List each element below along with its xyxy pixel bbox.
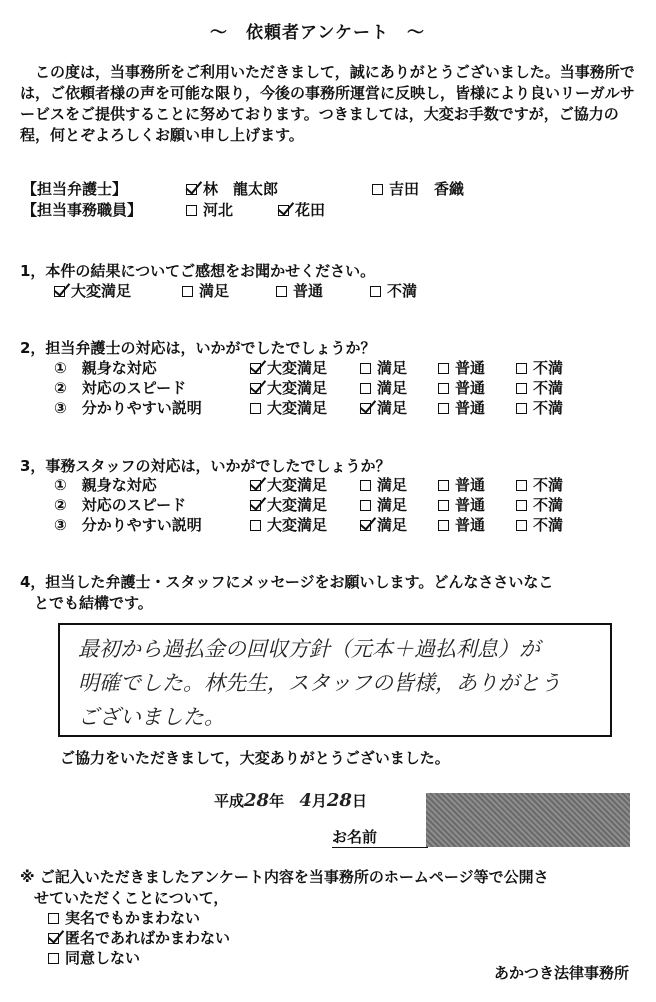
q3-item3-option-3[interactable] bbox=[438, 514, 485, 535]
publish-line2: せていただくことについて， bbox=[34, 889, 229, 907]
checkbox-icon[interactable] bbox=[182, 286, 193, 297]
q2-item2-option-2[interactable] bbox=[360, 377, 407, 398]
q3-item1-option-1[interactable] bbox=[250, 474, 327, 495]
checkbox-icon[interactable] bbox=[438, 363, 449, 374]
checked-checkbox-icon[interactable] bbox=[48, 933, 59, 944]
q3-item1-option-2[interactable] bbox=[360, 474, 407, 495]
option-label: 同意しない bbox=[65, 949, 141, 967]
q1-option-4[interactable] bbox=[370, 280, 417, 301]
option-label: 実名でもかまわない bbox=[65, 909, 201, 927]
option-label: 不満 bbox=[387, 282, 418, 300]
date-era: 平成 bbox=[214, 792, 245, 810]
checkbox-icon[interactable] bbox=[516, 363, 527, 374]
checkbox-icon[interactable] bbox=[438, 383, 449, 394]
q3-item3-option-4[interactable] bbox=[516, 514, 563, 535]
firm-name: あかつき法律事務所 bbox=[494, 964, 630, 982]
checkbox-icon[interactable] bbox=[516, 500, 527, 511]
date-day[interactable]: 28 bbox=[326, 790, 352, 811]
date-year-unit: 年 bbox=[269, 792, 285, 810]
q2-item3-option-2[interactable] bbox=[360, 397, 407, 418]
q3-item-label: ② 対応のスピード bbox=[54, 496, 187, 514]
date-month[interactable]: 4 bbox=[299, 790, 312, 811]
q2-item1-option-4[interactable] bbox=[516, 357, 563, 378]
message-line: 明確でした。林先生，スタッフの皆様，ありがとう bbox=[78, 671, 561, 695]
checkbox-icon[interactable] bbox=[438, 480, 449, 491]
checkbox-icon[interactable] bbox=[250, 520, 261, 531]
q3-item1-option-4[interactable] bbox=[516, 474, 563, 495]
q4-question-line1: 4，担当した弁護士・スタッフにメッセージをお願いします。どんなささいなこ bbox=[20, 573, 554, 591]
publish-line1: ※ ご記入いただきましたアンケート内容を当事務所のホームページ等で公開さ bbox=[20, 868, 549, 886]
publish-option-1[interactable] bbox=[48, 907, 200, 928]
q3-item3-option-2[interactable] bbox=[360, 514, 407, 535]
checked-checkbox-icon[interactable] bbox=[360, 403, 371, 414]
checked-checkbox-icon[interactable] bbox=[186, 184, 197, 195]
option-label: 普通 bbox=[455, 476, 486, 494]
option-label: 満足 bbox=[199, 282, 230, 300]
q2-question: 2，担当弁護士の対応は，いかがでしたでしょうか？ bbox=[20, 339, 376, 357]
page-title: ～ 依頼者アンケート ～ bbox=[210, 23, 425, 43]
option-label: 不満 bbox=[533, 516, 564, 534]
lawyer-option-yoshida[interactable]: 吉田 香織 bbox=[372, 178, 464, 199]
q3-item2-option-4[interactable] bbox=[516, 494, 563, 515]
q1-option-2[interactable] bbox=[182, 280, 229, 301]
option-label: 満足 bbox=[377, 496, 408, 514]
checkbox-icon[interactable] bbox=[438, 403, 449, 414]
q3-item2-option-3[interactable] bbox=[438, 494, 485, 515]
option-label: 不満 bbox=[533, 359, 564, 377]
q3-item-label: ① 親身な対応 bbox=[54, 476, 157, 494]
message-line: ございました。 bbox=[78, 705, 225, 729]
checked-checkbox-icon[interactable] bbox=[360, 520, 371, 531]
date-month-unit: 月 bbox=[311, 792, 327, 810]
option-label: 不満 bbox=[533, 399, 564, 417]
checkbox-icon[interactable] bbox=[370, 286, 381, 297]
publish-option-2[interactable] bbox=[48, 927, 230, 948]
checked-checkbox-icon[interactable] bbox=[250, 480, 261, 491]
message-box[interactable] bbox=[58, 623, 612, 737]
checkbox-icon[interactable] bbox=[360, 363, 371, 374]
name-label: お名前 bbox=[332, 826, 428, 848]
option-label: 大変満足 bbox=[267, 476, 328, 494]
checkbox-icon[interactable] bbox=[438, 500, 449, 511]
checkbox-icon[interactable] bbox=[48, 953, 59, 964]
clerk-option-hanada[interactable]: 花田 bbox=[278, 199, 325, 220]
option-label: 匿名であればかまわない bbox=[65, 929, 231, 947]
publish-option-3[interactable] bbox=[48, 947, 140, 968]
q4-question-line2: とでも結構です。 bbox=[34, 594, 153, 612]
option-label: 不満 bbox=[533, 496, 564, 514]
option-label: 普通 bbox=[455, 496, 486, 514]
date bbox=[214, 790, 367, 811]
lawyer-option-hayashi[interactable]: 林 龍太郎 bbox=[186, 178, 278, 199]
checkbox-icon[interactable] bbox=[360, 480, 371, 491]
checkbox-icon[interactable] bbox=[438, 520, 449, 531]
checked-checkbox-icon[interactable] bbox=[278, 205, 289, 216]
checkbox-icon[interactable] bbox=[360, 383, 371, 394]
q1-option-3[interactable] bbox=[276, 280, 323, 301]
checkbox-icon[interactable] bbox=[250, 403, 261, 414]
q1-question: 1，本件の結果についてご感想をお聞かせください。 bbox=[20, 262, 376, 280]
option-label: 普通 bbox=[455, 379, 486, 397]
q2-item3-option-3[interactable] bbox=[438, 397, 485, 418]
checkbox-icon[interactable] bbox=[372, 184, 383, 195]
q3-item2-option-2[interactable] bbox=[360, 494, 407, 515]
option-label: 大変満足 bbox=[267, 516, 328, 534]
option-label: 満足 bbox=[377, 516, 408, 534]
checkbox-icon[interactable] bbox=[516, 520, 527, 531]
q3-item1-option-3[interactable] bbox=[438, 474, 485, 495]
q2-item1-option-1[interactable] bbox=[250, 357, 327, 378]
option-label: 大変満足 bbox=[267, 359, 328, 377]
q3-question: 3，事務スタッフの対応は，いかがでしたでしょうか？ bbox=[20, 457, 391, 475]
q2-item-label: ② 対応のスピード bbox=[54, 379, 187, 397]
checkbox-icon[interactable] bbox=[516, 383, 527, 394]
q2-item2-option-4[interactable] bbox=[516, 377, 563, 398]
checkbox-icon[interactable] bbox=[48, 913, 59, 924]
option-label: 満足 bbox=[377, 476, 408, 494]
option-label: 普通 bbox=[455, 359, 486, 377]
q3-item3-option-1[interactable] bbox=[250, 514, 327, 535]
thanks-text: ご協力をいただきまして，大変ありがとうございました。 bbox=[60, 749, 450, 767]
checkbox-icon[interactable] bbox=[516, 403, 527, 414]
checked-checkbox-icon[interactable] bbox=[54, 286, 65, 297]
message-line: 最初から過払金の回収方針（元本＋過払利息）が bbox=[78, 637, 540, 661]
q2-item3-option-1[interactable] bbox=[250, 397, 327, 418]
q2-item-label: ③ 分かりやすい説明 bbox=[54, 399, 202, 417]
option-label: 満足 bbox=[377, 399, 408, 417]
clerk-label: 【担当事務職員】 bbox=[22, 201, 143, 219]
checked-checkbox-icon[interactable] bbox=[250, 500, 261, 511]
checked-checkbox-icon[interactable] bbox=[250, 363, 261, 374]
option-label: 不満 bbox=[533, 379, 564, 397]
option-label: 満足 bbox=[377, 379, 408, 397]
date-day-unit: 日 bbox=[351, 792, 367, 810]
q2-item2-option-1[interactable] bbox=[250, 377, 327, 398]
intro-text: この度は，当事務所をご利用いただきまして，誠にありがとうございました。当事務所では，ご依頼者様の声を可能な限り，今後の事務所運営に反映し，皆様により良いリーガルサービスをご提供することに努めております。つきましては，大変お手数ですが，ご協力の程，何とぞよろしくお願い申し上げます。 bbox=[20, 63, 635, 144]
clerk-option-kawakita[interactable]: 河北 bbox=[186, 199, 233, 220]
option-label: 不満 bbox=[533, 476, 564, 494]
option-label: 普通 bbox=[455, 516, 486, 534]
checkbox-icon[interactable] bbox=[186, 205, 197, 216]
option-label: 大変満足 bbox=[267, 399, 328, 417]
q2-item2-option-3[interactable] bbox=[438, 377, 485, 398]
q2-item1-option-2[interactable] bbox=[360, 357, 407, 378]
checkbox-icon[interactable] bbox=[276, 286, 287, 297]
checkbox-icon[interactable] bbox=[516, 480, 527, 491]
redacted-name bbox=[426, 793, 630, 847]
option-label: 普通 bbox=[455, 399, 486, 417]
checkbox-icon[interactable] bbox=[360, 500, 371, 511]
q2-item-label: ① 親身な対応 bbox=[54, 359, 157, 377]
q1-option-1[interactable] bbox=[54, 280, 131, 301]
option-label: 満足 bbox=[377, 359, 408, 377]
option-label: 大変満足 bbox=[71, 282, 132, 300]
lawyer-label: 【担当弁護士】 bbox=[22, 180, 128, 198]
date-year[interactable]: 28 bbox=[244, 790, 270, 811]
q2-item3-option-4[interactable] bbox=[516, 397, 563, 418]
option-label: 大変満足 bbox=[267, 379, 328, 397]
checked-checkbox-icon[interactable] bbox=[250, 383, 261, 394]
q3-item-label: ③ 分かりやすい説明 bbox=[54, 516, 202, 534]
q3-item2-option-1[interactable] bbox=[250, 494, 327, 515]
option-label: 普通 bbox=[293, 282, 324, 300]
q2-item1-option-3[interactable] bbox=[438, 357, 485, 378]
option-label: 大変満足 bbox=[267, 496, 328, 514]
